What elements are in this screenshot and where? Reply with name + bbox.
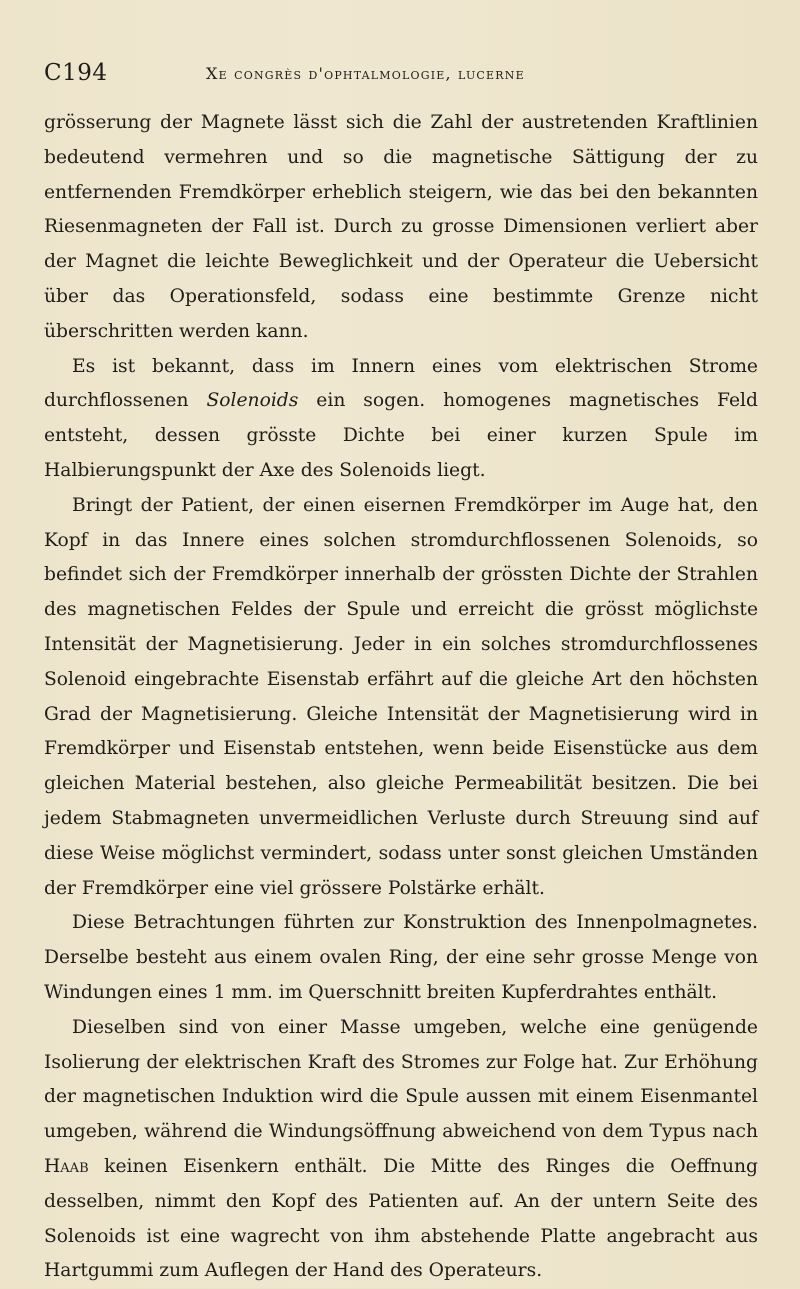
paragraph-5-text-before: Dieselben sind von einer Masse umgeben, welche eine genügende Isolierung der elektrischen Kraft des Stromes zur Folge hat. Zur Erhöhung der magnetischen Induktion wird die Spule aussen mit einem Eisenmantel umgeben, während die Windungsöffnung abweichend von dem Typus nach (44, 1016, 758, 1143)
paragraph-2-text-after: ein sogen. homogenes magnetisches Feld entsteht, dessen grösste Dichte bei einer kurzen Spule im Halbierungspunkt der Axe des Solenoids liegt. (44, 390, 758, 481)
paragraph-4: Diese Betrachtungen führten zur Konstruktion des Innenpolmagnetes. Derselbe besteht aus einem ovalen Ring, der eine sehr grosse Menge von Windungen eines 1 mm. im Querschnitt breiten Kupferdrahtes enthält. (44, 912, 758, 1003)
paragraph-3: Bringt der Patient, der einen eisernen Fremdkörper im Auge hat, den Kopf in das Innere eines solchen stromdurchflossenen Solenoids, so befindet sich der Fremdkörper innerhalb der grössten Dichte der Strahlen des magnetischen Feldes der Spule und erreicht die grösst möglichste Intensität der Magnetisierung. Jeder in ein solches stromdurchflossenes Solenoid eingebrachte Eisenstab erfährt auf die gleiche Art den höchsten Grad der Magnetisierung. Gleiche Intensität der Magnetisierung wird in Fremdkörper und Eisenstab entstehen, wenn beide Eisenstücke aus dem gleichen Material bestehen, also gleiche Permeabilität besitzen. Die bei jedem Stabmagneten unvermeidlichen Verluste durch Streuung sind auf diese Weise möglichst vermindert, sodass unter sonst gleichen Umständen der Fremdkörper eine viel grössere Polstärke erhält. (44, 494, 758, 899)
paragraph-1: grösserung der Magnete lässt sich die Zahl der austretenden Kraftlinien bedeutend vermehren und so die magnetische Sättigung der zu entfernenden Fremdkörper erheblich steigern, wie das bei den bekannten Riesenmagneten der Fall ist. Durch zu grosse Dimensionen verliert aber der Magnet die leichte Beweglichkeit und der Operateur die Uebersicht über das Operationsfeld, sodass eine bestimmte Grenze nicht überschritten werden kann. (44, 112, 758, 342)
running-head: Xe congrès d'ophtalmologie, lucerne (206, 64, 525, 83)
paragraph-2-text-before: Es ist bekannt, dass im Innern eines vom elektrischen Strome durchflossenen (44, 355, 758, 412)
page-number: C194 (44, 60, 108, 86)
paragraph-5 (44, 1011, 758, 1289)
page-header (44, 60, 758, 94)
paragraph-2 (44, 350, 758, 489)
haab-name: Haab (44, 1155, 89, 1177)
solenoids-emphasis: Solenoids (206, 390, 299, 412)
paragraph-5-text-after: keinen Eisenkern enthält. Die Mitte des Ringes die Oeffnung desselben, nimmt den Kopf des Patienten auf. An der untern Seite des Solenoids ist eine wagrecht von ihm abstehende Platte angebracht aus Hartgummi zum Auflegen der Hand des Operateurs. (44, 1155, 758, 1282)
body-text (44, 106, 758, 1289)
